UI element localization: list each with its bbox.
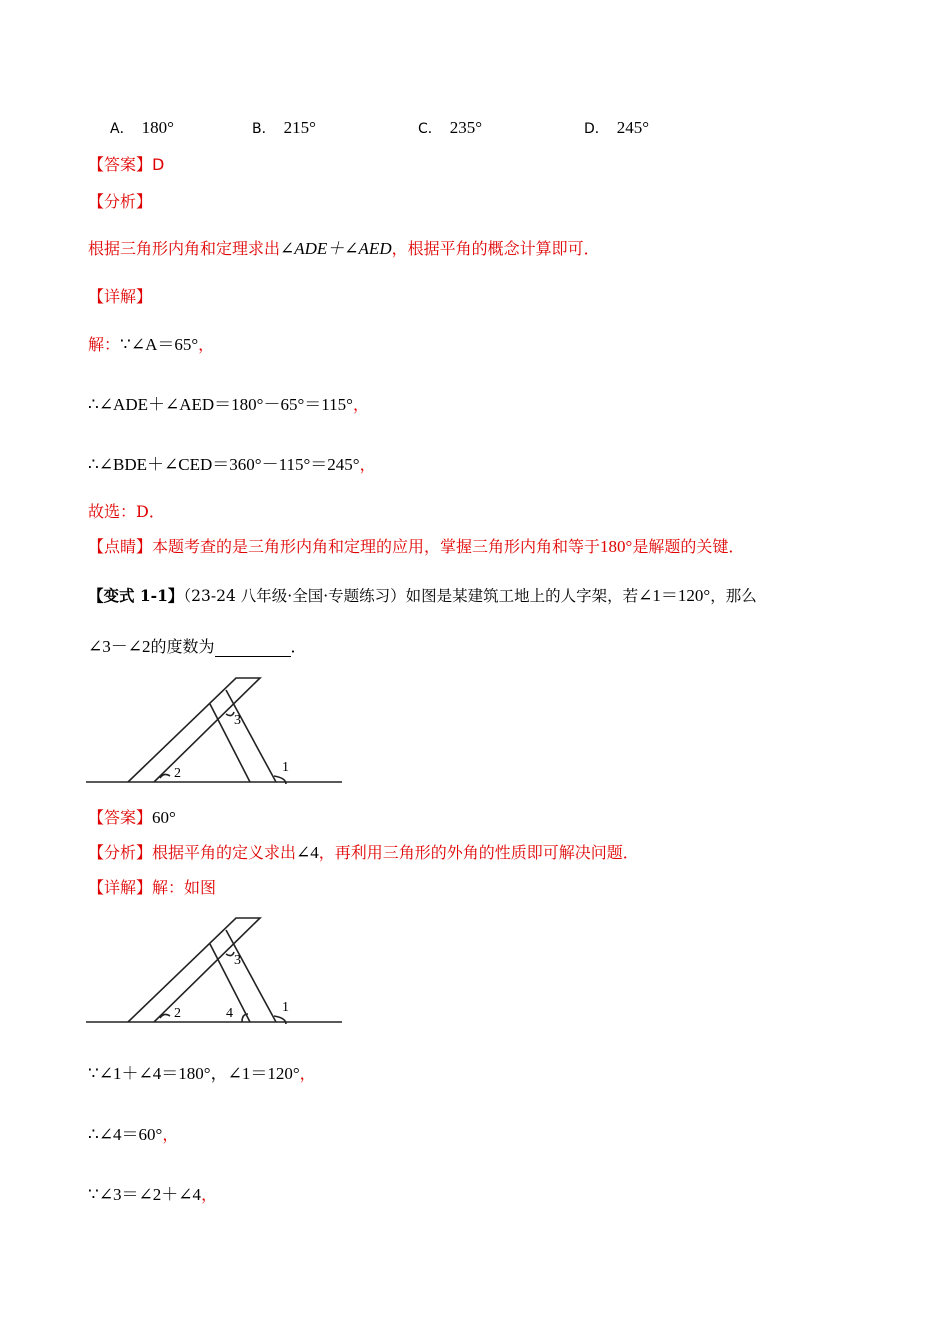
q2-answer: 60° — [152, 808, 176, 827]
q1-step1-math: ∴∠ADE＋∠AED＝180°－65°＝115° — [88, 395, 353, 414]
option-c — [418, 118, 482, 138]
q2-step2-math: ∴∠4＝60° — [88, 1125, 163, 1144]
q1-step0 — [88, 335, 214, 355]
option-b-label: B． — [252, 121, 276, 137]
option-b-value: 215° — [283, 118, 316, 137]
label-angle-2: 2 — [174, 1006, 181, 1021]
q1-step1-comma: ， — [352, 395, 369, 414]
ladder-board — [128, 678, 260, 782]
q1-step2-math: ∴∠BDE＋∠CED＝360°－115°＝245° — [88, 455, 360, 474]
q2-line2-math: ∠3－∠2 — [88, 637, 151, 656]
q1-conclusion: 故选：D． — [88, 502, 165, 521]
q1-comment-pre: 本题考查的是三角形内角和定理的应用，掌握三角形内角和等于 — [152, 537, 601, 556]
q1-step2-comma: ， — [359, 455, 376, 474]
q1-analysis-tag: 【分析】 — [88, 192, 153, 211]
angle-3-arc — [226, 712, 234, 716]
q2-tag: 【变式 1-1】 — [88, 586, 184, 605]
answer-blank — [215, 640, 291, 657]
angle-3-arc — [226, 952, 234, 956]
label-angle-1: 1 — [282, 760, 289, 775]
q1-analysis-math: ∠ADE＋∠AED — [280, 239, 392, 258]
option-a-label: A． — [110, 121, 134, 137]
option-c-value: 235° — [449, 118, 483, 137]
q1-detail-tag: 【详解】 — [88, 287, 153, 306]
q2-text-post: ，那么 — [710, 587, 757, 605]
figure-ladder-1 — [86, 676, 346, 788]
q1-analysis-line — [88, 239, 600, 259]
q1-analysis-pre: 根据三角形内角和定理求出 — [88, 239, 281, 258]
q2-analysis-line — [88, 843, 639, 863]
q1-comment-tag: 【点睛】 — [88, 537, 153, 556]
q1-comment-post: 是解题的关键． — [632, 537, 745, 556]
q1-step2 — [88, 455, 376, 475]
label-angle-2: 2 — [174, 766, 181, 781]
q2-line2-period: ． — [290, 637, 307, 656]
q2-detail-tag: 【详解】 — [88, 878, 153, 897]
q2-question-line1 — [88, 586, 757, 606]
q1-step0-comma: ， — [198, 335, 215, 354]
option-b — [252, 118, 316, 138]
q2-step1-comma: ， — [299, 1064, 316, 1083]
q1-answer-tag: 【答案】 — [88, 155, 153, 174]
option-c-label: C． — [418, 121, 442, 137]
ladder-board — [128, 918, 260, 1022]
label-angle-3: 3 — [234, 713, 241, 728]
option-d — [584, 118, 649, 138]
q1-analysis-post: ，根据平角的概念计算即可． — [391, 239, 600, 258]
q2-step3-comma: ， — [201, 1185, 218, 1204]
label-angle-3: 3 — [234, 953, 241, 968]
option-a-value: 180° — [141, 118, 174, 137]
q2-text-pre: 如图是某建筑工地上的人字架，若 — [405, 587, 639, 605]
q1-comment-math: 180° — [600, 537, 633, 556]
q2-step1 — [88, 1064, 316, 1084]
option-a — [110, 118, 174, 138]
q1-answer-line — [88, 155, 164, 175]
q2-question-line2 — [88, 637, 307, 657]
option-d-value: 245° — [616, 118, 650, 137]
q2-text-math: ∠1＝120° — [638, 586, 711, 605]
q2-line2-text: 的度数为 — [150, 637, 215, 656]
q2-step1-math: ∵∠1＋∠4＝180°，∠1＝120° — [88, 1064, 300, 1083]
q1-comment-line — [88, 537, 744, 557]
q2-answer-line — [88, 808, 176, 828]
q2-source: （23-24 八年级·全国·专题练习） — [183, 587, 406, 605]
q2-detail-text: 解：如图 — [152, 878, 217, 897]
support-inner — [226, 690, 276, 782]
q2-step3 — [88, 1185, 217, 1205]
q1-answer: D — [152, 155, 165, 174]
q2-answer-tag: 【答案】 — [88, 808, 153, 827]
q2-analysis-math: ∠4 — [296, 843, 319, 862]
q1-step0-prefix: 解： — [88, 335, 121, 354]
label-angle-4: 4 — [226, 1006, 233, 1021]
q2-analysis-pre: 根据平角的定义求出 — [152, 843, 297, 862]
q2-step2-comma: ， — [162, 1125, 179, 1144]
q1-step1 — [88, 395, 369, 415]
option-d-label: D． — [584, 121, 609, 137]
q1-step0-math: ∵∠A＝65° — [120, 335, 199, 354]
q2-analysis-post: ，再利用三角形的外角的性质即可解决问题． — [318, 843, 639, 862]
q2-detail-line — [88, 878, 216, 898]
q2-analysis-tag: 【分析】 — [88, 843, 153, 862]
label-angle-1: 1 — [282, 1000, 289, 1015]
q2-step2 — [88, 1125, 178, 1145]
figure-ladder-2 — [86, 916, 346, 1028]
q2-step3-math: ∵∠3＝∠2＋∠4 — [88, 1185, 202, 1204]
support-inner — [226, 930, 276, 1022]
